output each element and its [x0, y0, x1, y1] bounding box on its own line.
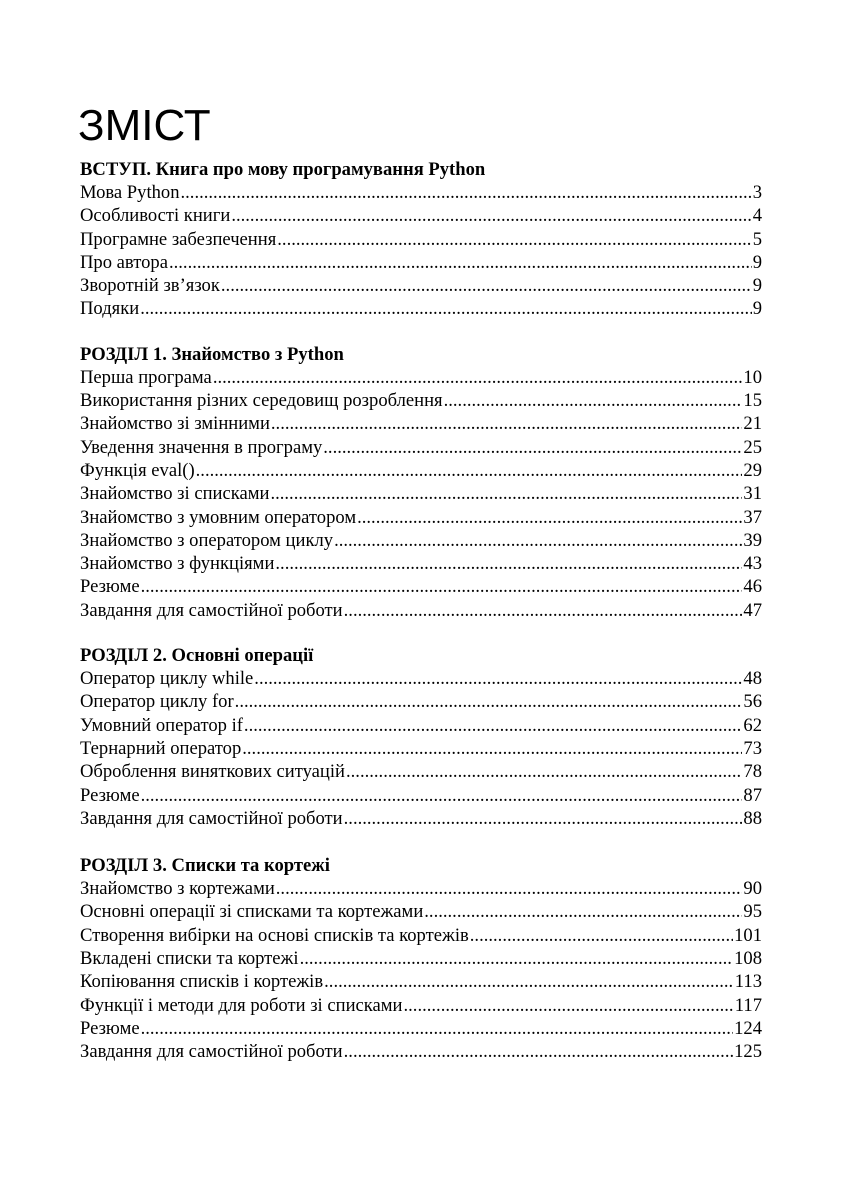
- dot-leader: [196, 459, 743, 482]
- section-heading: РОЗДІЛ 1. Знайомство з Python: [80, 343, 344, 365]
- entry-title: Створення вибірки на основі списків та кортежів: [80, 924, 469, 946]
- dot-leader: [141, 1017, 734, 1040]
- toc-entry: [80, 436, 762, 459]
- dot-leader: [277, 228, 751, 251]
- entry-page-number: 4: [752, 205, 762, 227]
- entry-title: Резюме: [80, 576, 140, 598]
- dot-leader: [242, 737, 742, 760]
- entry-title: Перша програма: [80, 366, 212, 388]
- section-heading: РОЗДІЛ 2. Основні операції: [80, 645, 314, 667]
- entry-page-number: 5: [752, 228, 762, 250]
- toc-entry: [80, 297, 762, 320]
- dot-leader: [300, 947, 734, 970]
- entry-title: Оператор циклу for: [80, 691, 234, 713]
- entry-page-number: 21: [743, 413, 762, 435]
- toc-entry: [80, 204, 762, 227]
- entry-title: Знайомство з оператором циклу: [80, 529, 334, 551]
- dot-leader: [140, 297, 752, 320]
- toc-entry: [80, 529, 762, 552]
- toc-section: [80, 158, 762, 321]
- toc-entry: [80, 784, 762, 807]
- dot-leader: [424, 900, 742, 923]
- dot-leader: [141, 575, 743, 598]
- entry-page-number: 56: [743, 691, 762, 713]
- dot-leader: [254, 667, 742, 690]
- dot-leader: [344, 1040, 733, 1063]
- toc-entry: [80, 366, 762, 389]
- entry-title: Знайомство зі списками: [80, 483, 270, 505]
- toc-entry: [80, 924, 762, 947]
- entry-page-number: 88: [743, 807, 762, 829]
- dot-leader: [404, 994, 734, 1017]
- entry-title: Резюме: [80, 1017, 140, 1039]
- entry-title: Функція eval(): [80, 459, 195, 481]
- entry-title: Основні операції зі списками та кортежами: [80, 901, 424, 923]
- toc-entry: [80, 274, 762, 297]
- dot-leader: [235, 690, 743, 713]
- toc-entry: [80, 714, 762, 737]
- section-heading: ВСТУП. Книга про мову програмування Python: [80, 159, 486, 180]
- dot-leader: [334, 529, 742, 552]
- toc-entry: [80, 690, 762, 713]
- entry-title: Знайомство зі змінними: [80, 413, 270, 435]
- toc-section: [80, 343, 762, 622]
- entry-page-number: 113: [734, 971, 762, 993]
- entry-title: Завдання для самостійної роботи: [80, 1041, 343, 1063]
- toc-entry: [80, 1017, 762, 1040]
- dot-leader: [181, 181, 752, 204]
- entry-title: Оператор циклу while: [80, 668, 254, 690]
- toc-entry: [80, 994, 762, 1017]
- entry-title: Завдання для самостійної роботи: [80, 807, 343, 829]
- entry-title: Знайомство з умовним оператором: [80, 506, 357, 528]
- entry-page-number: 87: [743, 784, 762, 806]
- entry-page-number: 37: [743, 506, 762, 528]
- toc-entry: [80, 947, 762, 970]
- dot-leader: [276, 877, 743, 900]
- entry-page-number: 29: [743, 459, 762, 481]
- entry-title: Завдання для самостійної роботи: [80, 599, 343, 621]
- toc-section: [80, 854, 762, 1063]
- table-of-contents: [80, 158, 762, 1086]
- entry-page-number: 46: [743, 576, 762, 598]
- toc-entry: [80, 737, 762, 760]
- toc-entry: [80, 599, 762, 622]
- entry-page-number: 62: [743, 714, 762, 736]
- dot-leader: [323, 436, 742, 459]
- dot-leader: [271, 412, 743, 435]
- entry-page-number: 125: [734, 1041, 762, 1063]
- entry-page-number: 10: [743, 366, 762, 388]
- entry-page-number: 31: [743, 483, 762, 505]
- entry-title: Зворотній зв’язок: [80, 275, 220, 297]
- toc-entry: [80, 970, 762, 993]
- section-heading: РОЗДІЛ 3. Списки та кортежі: [80, 855, 330, 877]
- toc-entry: [80, 251, 762, 274]
- toc-entry: [80, 552, 762, 575]
- dot-leader: [344, 807, 743, 830]
- entry-page-number: 25: [743, 436, 762, 458]
- toc-entry: [80, 807, 762, 830]
- dot-leader: [221, 274, 752, 297]
- dot-leader: [324, 970, 734, 993]
- dot-leader: [344, 599, 743, 622]
- dot-leader: [141, 784, 743, 807]
- dot-leader: [275, 552, 742, 575]
- entry-title: Вкладені списки та кортежі: [80, 948, 299, 970]
- entry-page-number: 43: [743, 553, 762, 575]
- entry-page-number: 108: [734, 948, 762, 970]
- toc-entry: [80, 900, 762, 923]
- dot-leader: [470, 924, 733, 947]
- toc-entry: [80, 482, 762, 505]
- entry-title: Програмне забезпечення: [80, 228, 277, 250]
- dot-leader: [346, 760, 742, 783]
- toc-entry: [80, 459, 762, 482]
- toc-entry: [80, 667, 762, 690]
- dot-leader: [357, 506, 742, 529]
- toc-entry: [80, 506, 762, 529]
- toc-entry: [80, 575, 762, 598]
- entry-title: Про автора: [80, 251, 168, 273]
- toc-entry: [80, 1040, 762, 1063]
- entry-title: Оброблення виняткових ситуацій: [80, 761, 345, 783]
- entry-page-number: 95: [743, 901, 762, 923]
- toc-entry: [80, 877, 762, 900]
- page-title: ЗМІСТ: [78, 101, 211, 150]
- dot-leader: [169, 251, 752, 274]
- entry-title: Особливості книги: [80, 205, 231, 227]
- entry-page-number: 73: [743, 737, 762, 759]
- entry-page-number: 9: [752, 275, 762, 297]
- entry-title: Мова Python: [80, 182, 180, 203]
- entry-title: Резюме: [80, 784, 140, 806]
- entry-page-number: 9: [752, 251, 762, 273]
- entry-page-number: 124: [734, 1017, 762, 1039]
- entry-page-number: 117: [734, 994, 762, 1016]
- entry-page-number: 39: [743, 529, 762, 551]
- entry-title: Використання різних середовищ розроблення: [80, 390, 443, 412]
- entry-page-number: 47: [743, 599, 762, 621]
- dot-leader: [231, 204, 751, 227]
- entry-page-number: 90: [743, 878, 762, 900]
- entry-page-number: 9: [752, 298, 762, 320]
- toc-entry: [80, 228, 762, 251]
- toc-entry: [80, 760, 762, 783]
- entry-title: Умовний оператор if: [80, 714, 243, 736]
- entry-title: Функції і методи для роботи зі списками: [80, 994, 403, 1016]
- toc-entry: [80, 389, 762, 412]
- dot-leader: [244, 714, 742, 737]
- entry-page-number: 101: [734, 924, 762, 946]
- dot-leader: [444, 389, 743, 412]
- entry-title: Знайомство з функціями: [80, 553, 275, 575]
- toc-entry: [80, 181, 762, 204]
- entry-title: Копіювання списків і кортежів: [80, 971, 324, 993]
- entry-title: Знайомство з кортежами: [80, 878, 275, 900]
- toc-section: [80, 644, 762, 830]
- dot-leader: [213, 366, 743, 389]
- entry-page-number: 48: [743, 668, 762, 690]
- dot-leader: [270, 482, 742, 505]
- entry-page-number: 15: [743, 390, 762, 412]
- entry-title: Тернарний оператор: [80, 737, 242, 759]
- entry-page-number: 3: [752, 182, 762, 203]
- entry-title: Уведення значення в програму: [80, 436, 323, 458]
- entry-page-number: 78: [743, 761, 762, 783]
- entry-title: Подяки: [80, 298, 140, 320]
- toc-entry: [80, 412, 762, 435]
